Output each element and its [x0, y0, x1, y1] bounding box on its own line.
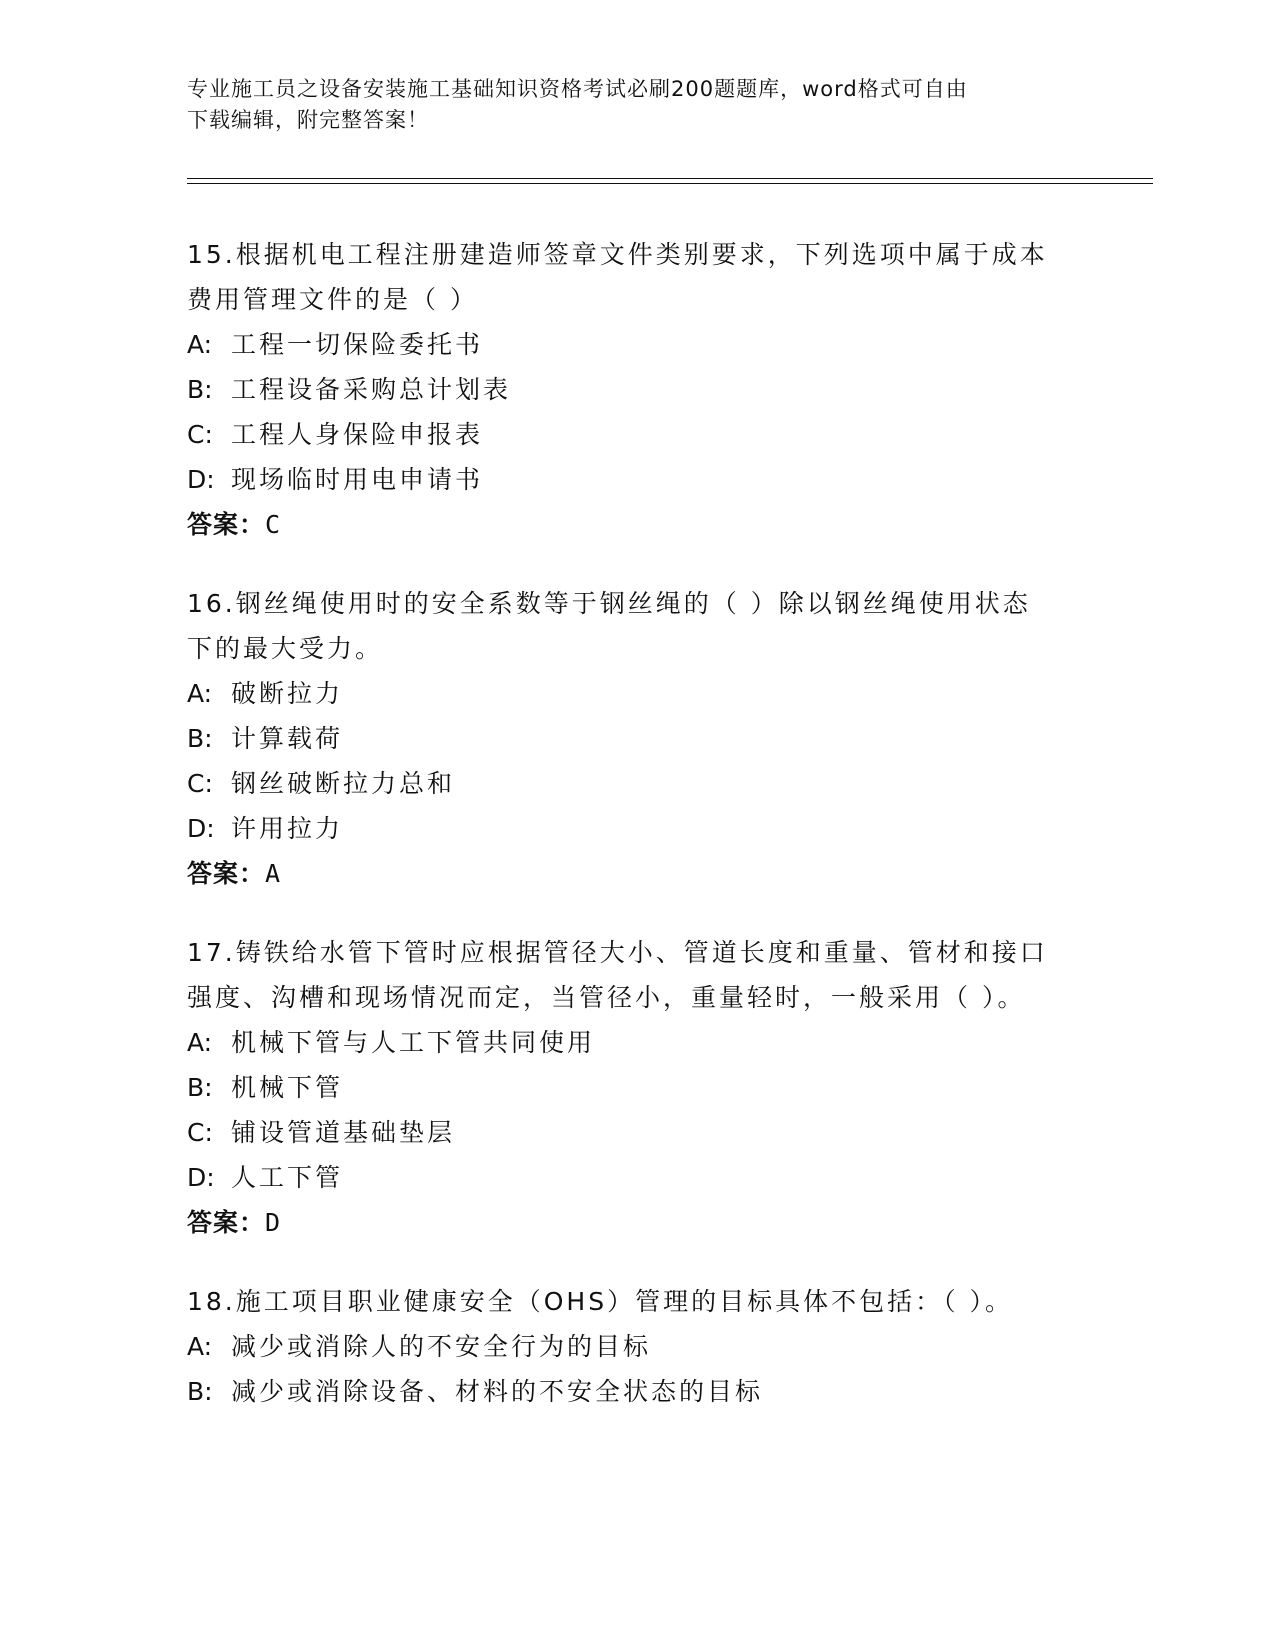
option-key: A:: [187, 330, 213, 359]
option-text: 工程一切保险委托书: [231, 330, 484, 359]
question-18: [187, 1279, 1087, 1414]
question-stem-line: 费用管理文件的是（ ）: [187, 285, 478, 314]
option-text: 计算载荷: [231, 724, 344, 753]
answer-line: [187, 851, 1087, 896]
option-text: 许用拉力: [231, 814, 344, 843]
answer-line: [187, 1200, 1087, 1245]
answer-label: 答案：: [187, 1208, 266, 1237]
option-b: [187, 716, 1087, 761]
answer-value: C: [265, 510, 282, 539]
option-text: 破断拉力: [231, 679, 344, 708]
answer-label: 答案：: [187, 859, 266, 888]
header-divider-top: [187, 178, 1153, 179]
option-d: [187, 457, 1087, 502]
option-a: [187, 1020, 1087, 1065]
answer-line: [187, 502, 1087, 547]
question-stem-line: 18.施工项目职业健康安全（OHS）管理的目标具体不包括：（ ）。: [187, 1287, 1014, 1316]
option-key: D:: [187, 1163, 215, 1192]
option-text: 现场临时用电申请书: [231, 465, 484, 494]
option-key: A:: [187, 1028, 213, 1057]
option-text: 减少或消除设备、材料的不安全状态的目标: [231, 1377, 764, 1406]
question-stem-line: 强度、沟槽和现场情况而定，当管径小，重量轻时，一般采用（ ）。: [187, 983, 1026, 1012]
header-line-1: 专业施工员之设备安装施工基础知识资格考试必刷200题题库，word格式可自由: [187, 77, 968, 101]
option-key: D:: [187, 814, 215, 843]
option-text: 机械下管与人工下管共同使用: [231, 1028, 596, 1057]
option-key: D:: [187, 465, 215, 494]
document-header: [187, 74, 1087, 136]
question-16: [187, 581, 1087, 896]
question-17: [187, 930, 1087, 1245]
option-c: [187, 1110, 1087, 1155]
option-a: [187, 322, 1087, 367]
question-stem-line: 16.钢丝绳使用时的安全系数等于钢丝绳的（ ）除以钢丝绳使用状态: [187, 589, 1031, 618]
option-b: [187, 367, 1087, 412]
question-stem-line: 下的最大受力。: [187, 634, 384, 663]
option-d: [187, 1155, 1087, 1200]
option-b: [187, 1065, 1087, 1110]
option-key: B:: [187, 1377, 213, 1406]
option-c: [187, 761, 1087, 806]
option-text: 减少或消除人的不安全行为的目标: [231, 1332, 652, 1361]
option-text: 机械下管: [231, 1073, 344, 1102]
option-text: 铺设管道基础垫层: [231, 1118, 456, 1147]
option-key: B:: [187, 1073, 213, 1102]
option-key: A:: [187, 1332, 213, 1361]
option-a: [187, 671, 1087, 716]
option-c: [187, 412, 1087, 457]
header-line-2: 下载编辑，附完整答案！: [187, 108, 429, 132]
option-key: B:: [187, 724, 213, 753]
option-key: B:: [187, 375, 213, 404]
answer-label: 答案：: [187, 510, 266, 539]
answer-value: D: [265, 1208, 282, 1237]
option-text: 工程人身保险申报表: [231, 420, 484, 449]
option-text: 人工下管: [231, 1163, 344, 1192]
option-d: [187, 806, 1087, 851]
question-stem-line: 15.根据机电工程注册建造师签章文件类别要求，下列选项中属于成本: [187, 240, 1048, 269]
option-key: C:: [187, 420, 213, 449]
option-b: [187, 1369, 1087, 1414]
option-text: 工程设备采购总计划表: [231, 375, 512, 404]
option-text: 钢丝破断拉力总和: [231, 769, 456, 798]
option-key: C:: [187, 1118, 213, 1147]
answer-value: A: [265, 859, 282, 888]
option-key: A:: [187, 679, 213, 708]
question-15: [187, 232, 1087, 547]
option-key: C:: [187, 769, 213, 798]
option-a: [187, 1324, 1087, 1369]
header-divider-bottom: [187, 183, 1153, 184]
question-stem-line: 17.铸铁给水管下管时应根据管径大小、管道长度和重量、管材和接口: [187, 938, 1048, 967]
